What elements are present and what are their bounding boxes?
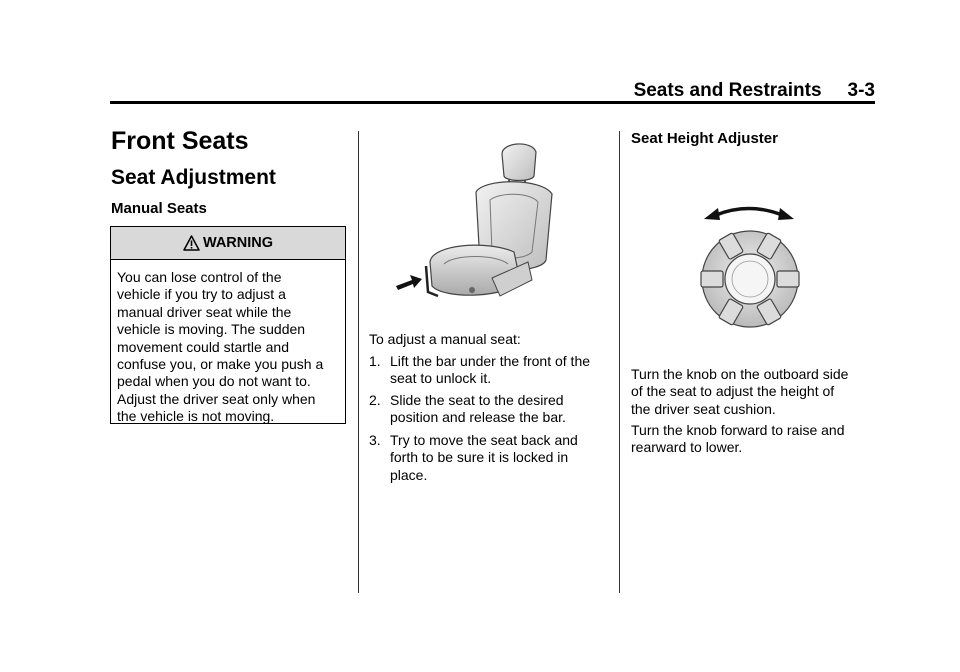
warning-line: You can lose control of the bbox=[117, 269, 282, 285]
seat-height-heading: Seat Height Adjuster bbox=[631, 130, 778, 147]
double-arrow-icon bbox=[702, 200, 796, 226]
warning-icon bbox=[183, 235, 200, 251]
warning-box bbox=[110, 226, 346, 424]
knob-instructions: Turn the knob on the outboard side of the seat to adjust the height of the driver seat cushion. bbox=[631, 366, 849, 417]
section-heading: Seat Adjustment bbox=[111, 166, 276, 189]
warning-text bbox=[111, 260, 345, 426]
intro-text: To adjust a manual seat: bbox=[369, 331, 521, 347]
page-number: 3-3 bbox=[847, 80, 875, 101]
knob-direction-text: Turn the knob forward to raise and rearward to lower. bbox=[631, 422, 845, 456]
warning-line: confuse you, or make you push a bbox=[117, 356, 324, 373]
knob-illustration bbox=[699, 228, 801, 330]
warning-label: WARNING bbox=[202, 235, 274, 251]
warning-line: manual driver seat while the bbox=[117, 303, 292, 320]
subsection-heading: Manual Seats bbox=[111, 200, 207, 217]
column-divider-1 bbox=[358, 131, 359, 593]
section-title: Seats and Restraints bbox=[633, 80, 822, 101]
warning-line: pedal when you do not want to. bbox=[117, 373, 311, 390]
page-header bbox=[0, 80, 875, 102]
warning-line: the vehicle is not moving. bbox=[117, 408, 275, 425]
warning-line: movement could startle and bbox=[117, 338, 289, 355]
page-title: Front Seats bbox=[111, 127, 249, 155]
warning-line: vehicle if you try to adjust a bbox=[117, 286, 286, 303]
column-divider-2 bbox=[619, 131, 620, 593]
header-rule bbox=[110, 101, 875, 104]
warning-header bbox=[111, 227, 345, 260]
seat-illustration bbox=[392, 140, 572, 310]
warning-line: vehicle is moving. The sudden bbox=[117, 321, 306, 338]
warning-line: Adjust the driver seat only when bbox=[117, 390, 316, 407]
